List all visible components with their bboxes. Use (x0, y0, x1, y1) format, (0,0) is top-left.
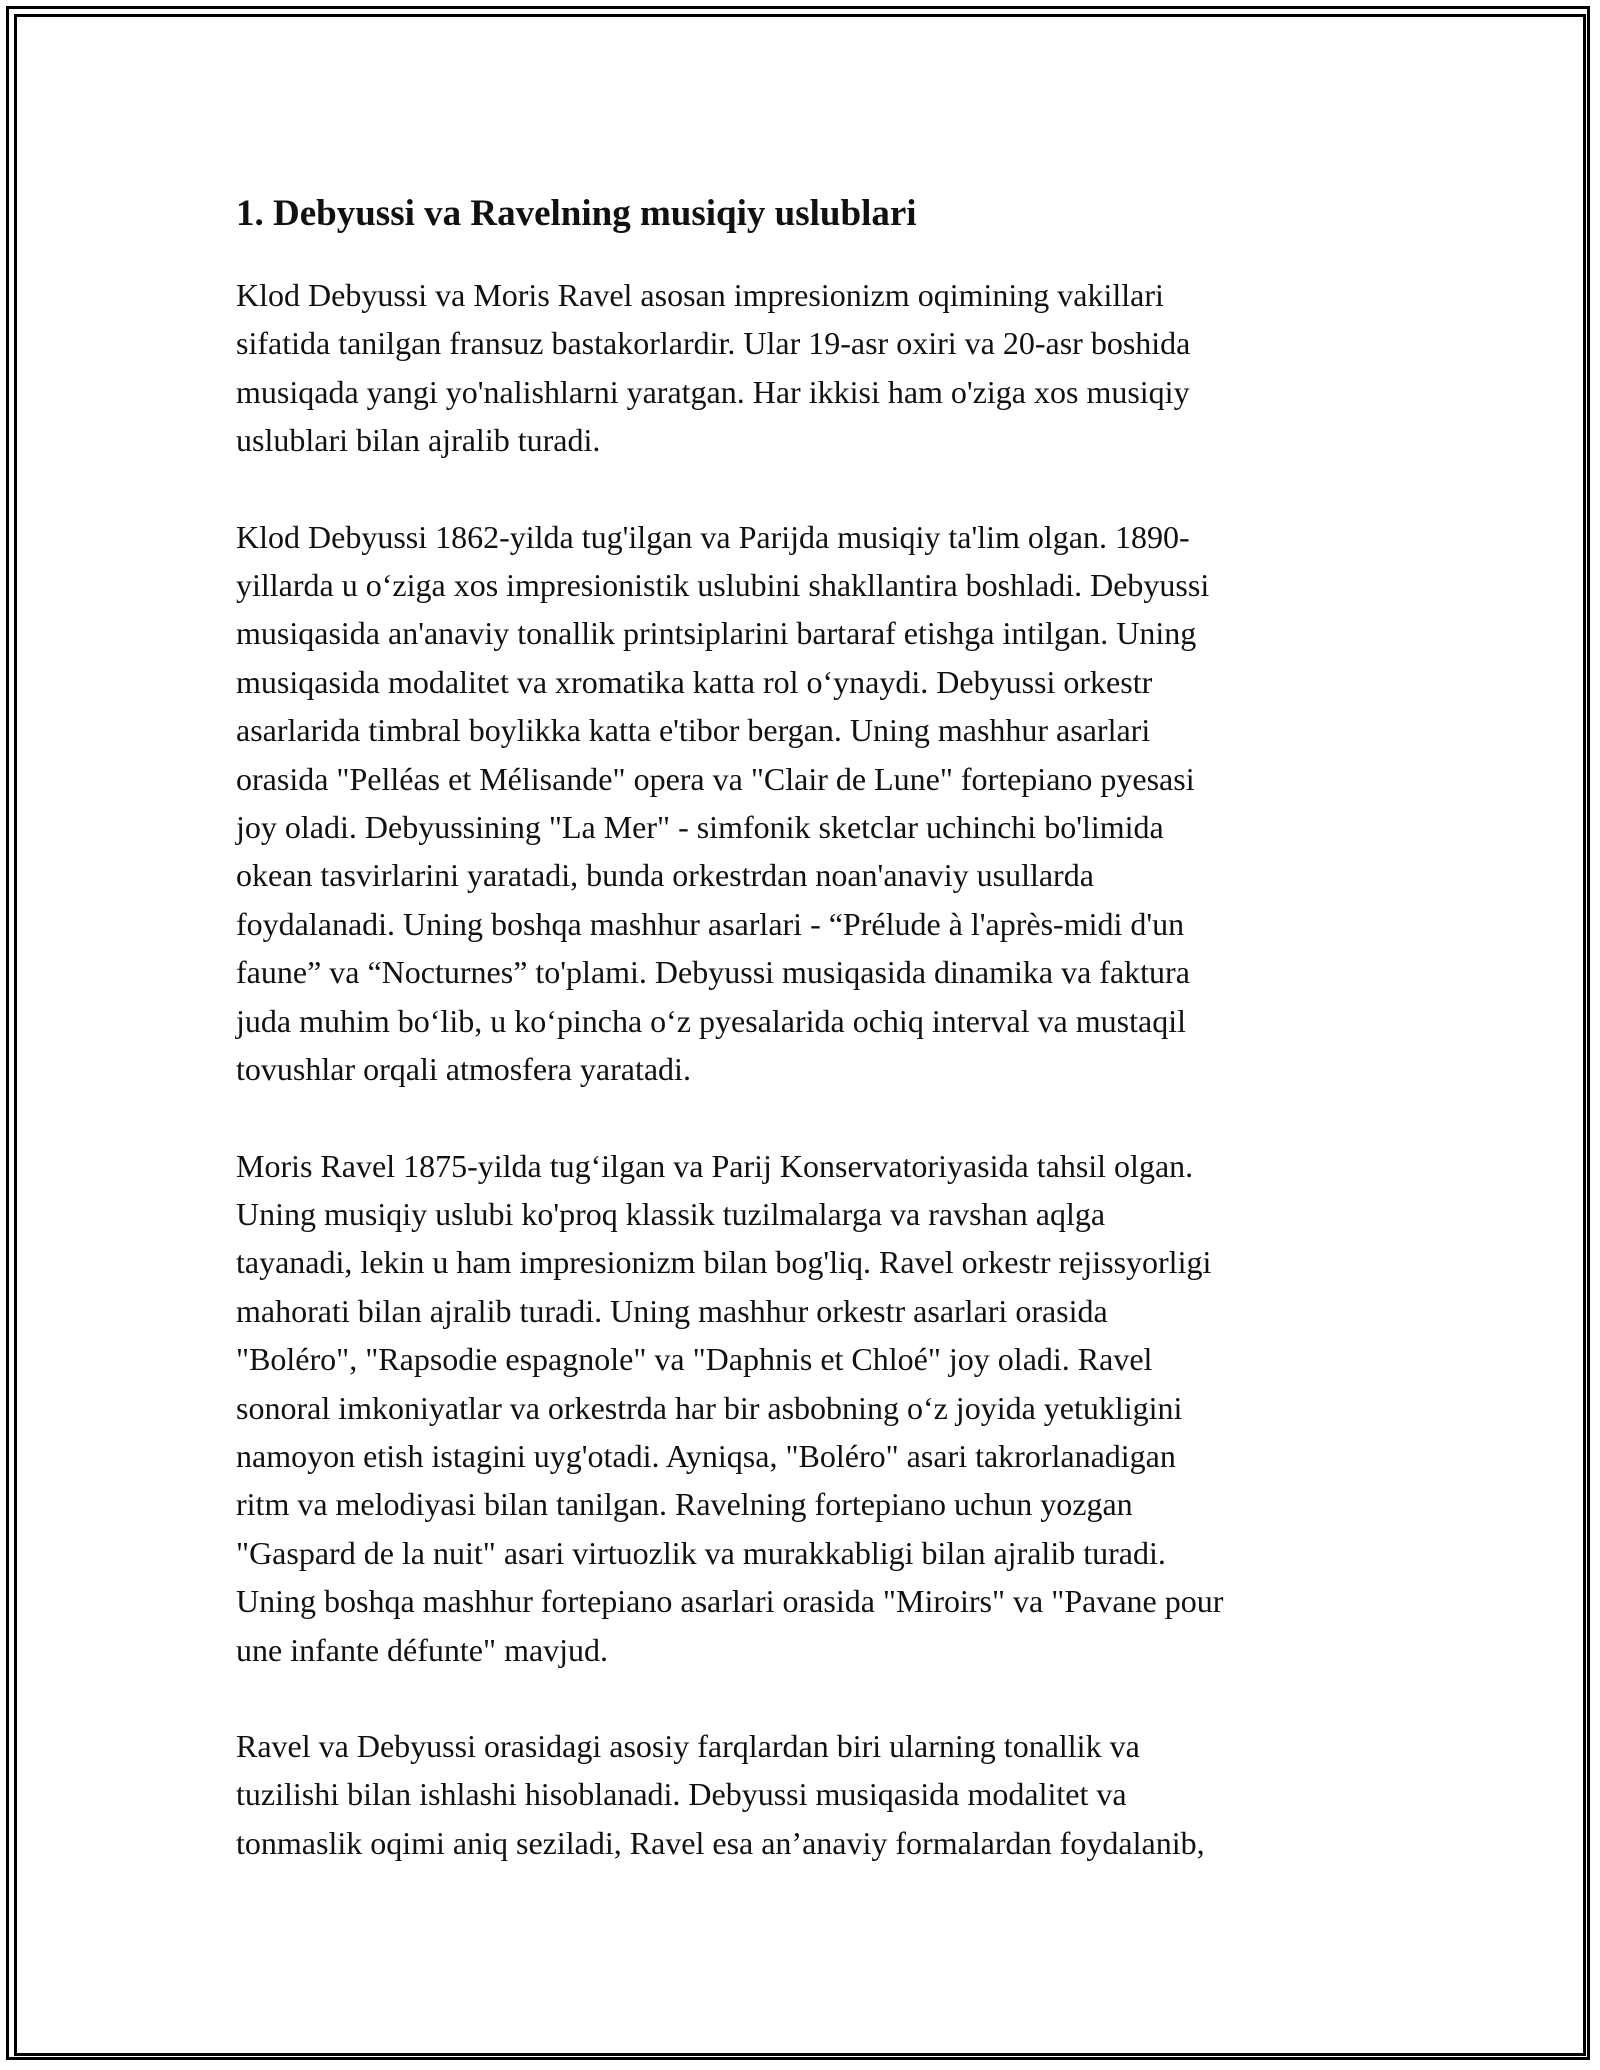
paragraph-differences: Ravel va Debyussi orasidagi asosiy farqlardan biri ularning tonallik va tuzilishi bilan ishlashi hisoblanadi. Debyussi musiqasida modalitet va tonmaslik oqimi aniq seziladi, Ravel esa an’anaviy formalardan foydalanib, (236, 1727, 1205, 1861)
paragraph-intro: Klod Debyussi va Moris Ravel asosan impresionizm oqimining vakillari sifatida tanilgan fransuz bastakorlardir. Ular 19-asr oxiri va 20-asr boshida musiqada yangi yo'nalishlarni yaratgan. Har ikkisi ham o'ziga xos musiqiy uslublari bilan ajralib turadi. (236, 277, 1191, 459)
section-heading: 1. Debyussi va Ravelning musiqiy uslublari (236, 193, 917, 234)
paragraph-debussy: Klod Debyussi 1862-yilda tug'ilgan va Parijda musiqiy ta'lim olgan. 1890- yillarda u o‘ziga xos impresionistik uslubini shakllantira boshladi. Debyussi musiqasida an'anaviy tonallik printsiplarini bartaraf etishga intilgan. Uning musiqasida modalitet va xromatika katta rol o‘ynaydi. Debyussi orkestr asarlarida timbral boylikka katta e'tibor bergan. Uning mashhur asarlari orasida "Pelléas et Mélisande" opera va "Clair de Lune" fortepiano pyesasi joy oladi. Debyussining "La Mer" - simfonik sketclar uchinchi bo'limida okean tasvirlarini yaratadi, bunda orkestrdan noan'anaviy usullarda foydalanadi. Uning boshqa mashhur asarlari - “Prélude à l'après-midi d'un faune” va “Nocturnes” to'plami. Debyussi musiqasida dinamika va faktura juda muhim bo‘lib, u ko‘pincha o‘z pyesalarida ochiq interval va mustaqil tovushlar orqali atmosfera yaratadi. (236, 518, 1210, 1088)
document-body (236, 183, 1376, 1915)
paragraph-ravel: Moris Ravel 1875-yilda tug‘ilgan va Parij Konservatoriyasida tahsil olgan. Uning musiqiy uslubi ko'proq klassik tuzilmalarga va ravshan aqlga tayanadi, lekin u ham impresionizm bilan bog'liq. Ravel orkestr rejissyorligi mahorati bilan ajralib turadi. Uning mashhur orkestr asarlari orasida "Boléro", "Rapsodie espagnole" va "Daphnis et Chloé" joy oladi. Ravel sonoral imkoniyatlar va orkestrda har bir asbobning o‘z joyida yetukligini namoyon etish istagini uyg'otadi. Ayniqsa, "Boléro" asari takrorlanadigan ritm va melodiyasi bilan tanilgan. Ravelning fortepiano uchun yozgan "Gaspard de la nuit" asari virtuozlik va murakkabligi bilan ajralib turadi. Uning boshqa mashhur fortepiano asarlari orasida "Miroirs" va "Pavane pour une infante défunte" mavjud. (236, 1147, 1224, 1668)
